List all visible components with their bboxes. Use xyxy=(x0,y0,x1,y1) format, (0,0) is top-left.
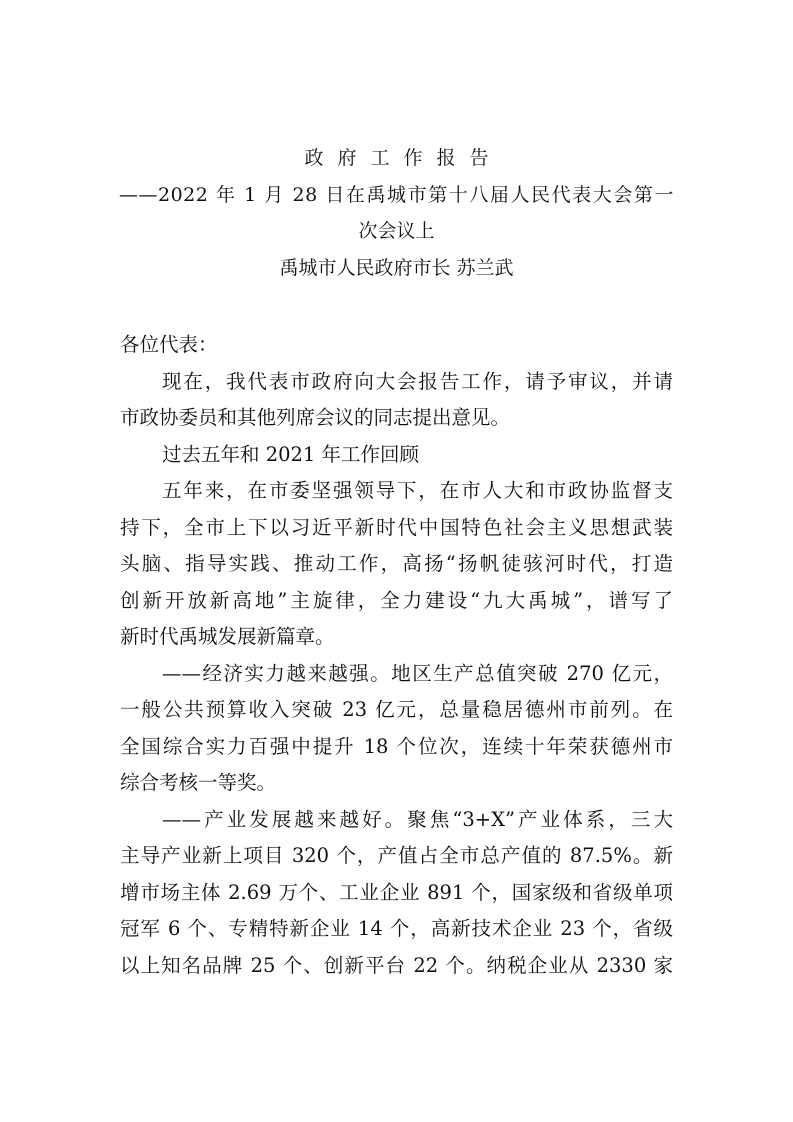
subtitle-line-2: 次会议上 xyxy=(358,220,435,243)
text-line: 过去五年和 2021 年工作回顾 xyxy=(162,442,420,466)
document-header xyxy=(119,140,674,287)
text-line: 市政协委员和其他列席会议的同志提出意见。 xyxy=(120,406,511,429)
paragraph-intro xyxy=(120,364,673,437)
text-line: 各位代表： xyxy=(120,333,218,356)
paragraph-industry xyxy=(120,802,673,985)
page-title: 政府工作报告 xyxy=(304,147,503,169)
text-line: 综合考核一等奖。 xyxy=(120,771,277,794)
text-line: 持下，全市上下以习近平新时代中国特色社会主义思想武装 xyxy=(120,515,673,539)
text-line: 主导产业新上项目 320 个，产值占全市总产值的 87.5%。新 xyxy=(120,844,673,867)
text-line: ——经济实力越来越强。地区生产总值突破 270 亿元， xyxy=(162,661,673,685)
text-line: 头脑、指导实践、推动工作，高扬“扬帆徒骇河时代，打造 xyxy=(120,552,673,575)
text-line: 五年来，在市委坚强领导下，在市人大和市政协监督支 xyxy=(162,479,673,502)
text-line: 创新开放新高地”主旋律，全力建设“九大禹城”，谱写了 xyxy=(120,588,673,612)
salutation xyxy=(120,327,673,364)
paragraph-five-years xyxy=(120,473,673,656)
paragraph-economy xyxy=(120,656,673,802)
author-line: 禹城市人民政府市长 苏兰武 xyxy=(279,257,514,280)
text-line: 新时代禹城发展新篇章。 xyxy=(120,625,335,648)
section-heading xyxy=(120,437,673,474)
text-line: 现在，我代表市政府向大会报告工作，请予审议，并请 xyxy=(162,369,673,393)
text-line: 以上知名品牌 25 个、创新平台 22 个。纳税企业从 2330 家 xyxy=(120,953,673,977)
text-line: 全国综合实力百强中提升 18 个位次，连续十年荣获德州市 xyxy=(120,734,673,758)
subtitle-line-1: ——2022 年 1 月 28 日在禹城市第十八届人民代表大会第一 xyxy=(119,183,674,206)
text-line: 增市场主体 2.69 万个、工业企业 891 个，国家级和省级单项 xyxy=(120,880,673,904)
text-line: 一般公共预算收入突破 23 亿元，总量稳居德州市前列。在 xyxy=(120,698,673,721)
text-line: 冠军 6 个、专精特新企业 14 个，高新技术企业 23 个，省级 xyxy=(120,917,673,940)
text-line: ——产业发展越来越好。聚焦“3+X”产业体系，三大 xyxy=(162,807,673,831)
document-body xyxy=(120,327,673,984)
